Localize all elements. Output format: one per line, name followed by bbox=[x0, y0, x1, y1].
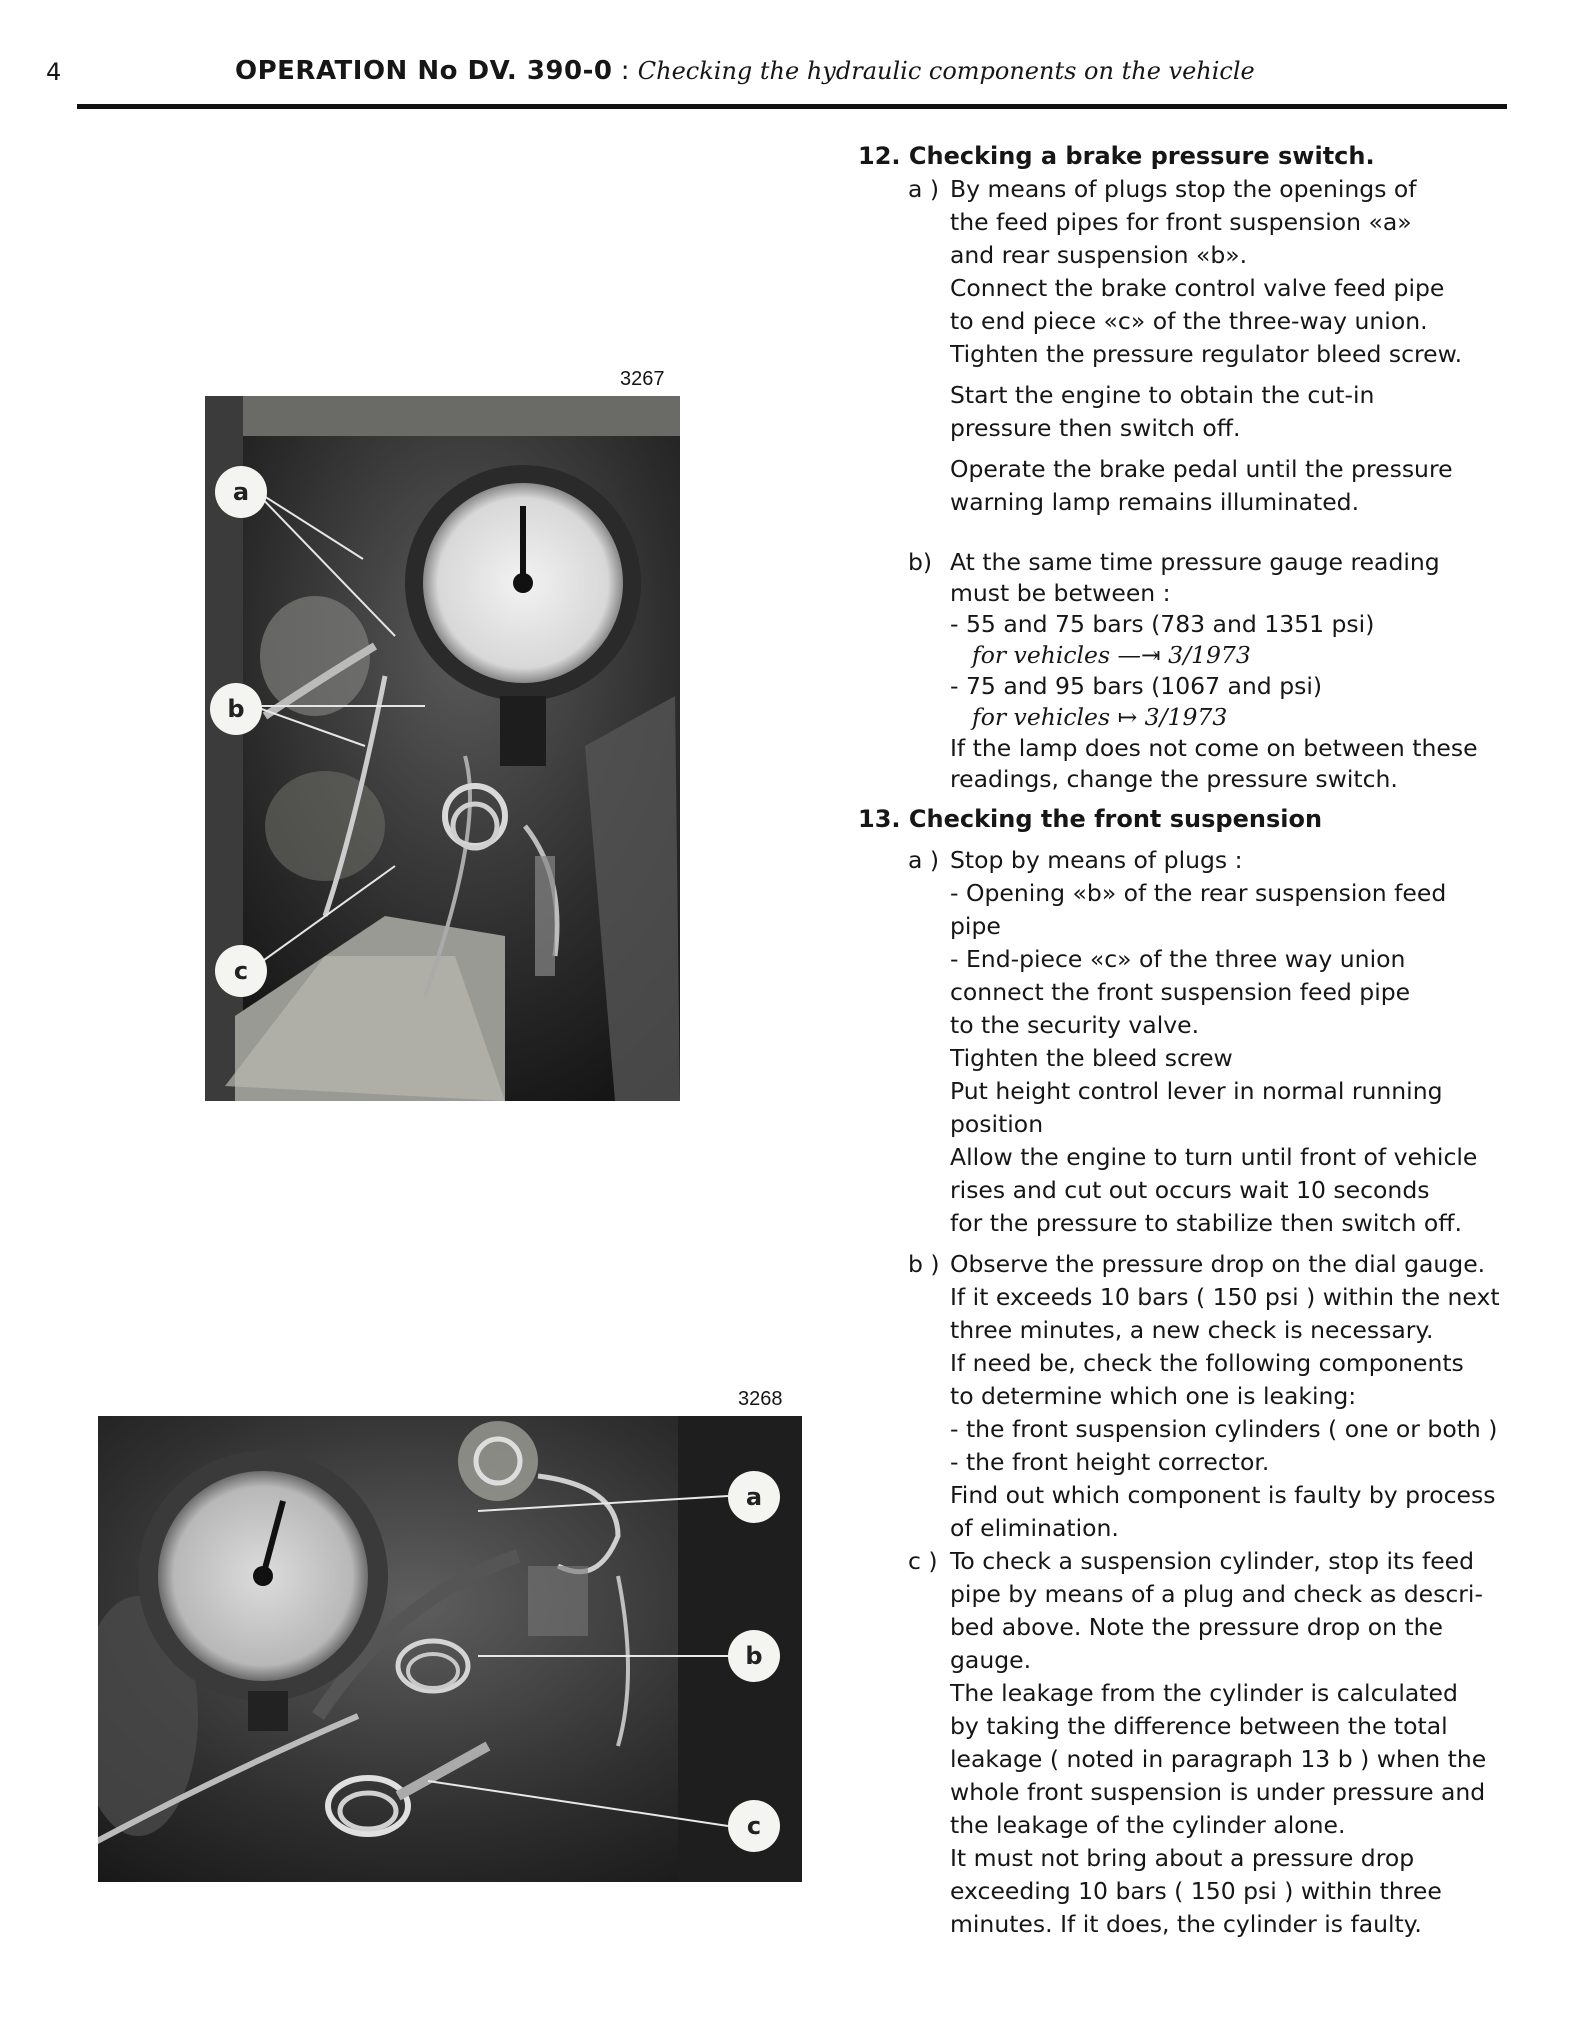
operation-number: OPERATION No DV. 390-0 bbox=[235, 56, 613, 86]
instructions-column bbox=[858, 140, 1538, 1941]
text-line: To check a suspension cylinder, stop its feed bbox=[950, 1547, 1475, 1575]
section-13-title: 13. Checking the front suspension bbox=[858, 805, 1323, 833]
text-line: the feed pipes for front suspension «a» bbox=[950, 208, 1412, 236]
text-line: three minutes, a new check is necessary. bbox=[950, 1316, 1434, 1344]
callout-a: a bbox=[215, 466, 267, 518]
text-line: pressure then switch off. bbox=[950, 414, 1241, 442]
text-line: - 75 and 95 bars (1067 and psi) bbox=[950, 672, 1323, 700]
text-line: Connect the brake control valve feed pipe bbox=[950, 274, 1445, 302]
item-label: a ) bbox=[908, 175, 940, 203]
text-line: minutes. If it does, the cylinder is faulty. bbox=[950, 1910, 1422, 1938]
item-label: a ) bbox=[908, 846, 940, 874]
text-line: - 55 and 75 bars (783 and 1351 psi) bbox=[950, 610, 1375, 638]
text-line: If need be, check the following components bbox=[950, 1349, 1464, 1377]
text-line: to end piece «c» of the three-way union. bbox=[950, 307, 1428, 335]
item-label: c ) bbox=[908, 1547, 938, 1575]
text-line: of elimination. bbox=[950, 1514, 1119, 1542]
text-line: position bbox=[950, 1110, 1044, 1138]
text-line: exceeding 10 bars ( 150 psi ) within three bbox=[950, 1877, 1442, 1905]
section-13-item-b bbox=[858, 1248, 1538, 1545]
text-line: whole front suspension is under pressure and bbox=[950, 1778, 1486, 1806]
text-line: warning lamp remains illuminated. bbox=[950, 488, 1360, 516]
text-line: - Opening «b» of the rear suspension feed bbox=[950, 879, 1447, 907]
text-line: readings, change the pressure switch. bbox=[950, 765, 1398, 793]
text-line: Observe the pressure drop on the dial gauge. bbox=[950, 1250, 1486, 1278]
text-line: to the security valve. bbox=[950, 1011, 1200, 1039]
engine-photo-3268 bbox=[98, 1416, 802, 1882]
text-line: gauge. bbox=[950, 1646, 1032, 1674]
operation-subtitle: Checking the hydraulic components on the vehicle bbox=[637, 57, 1255, 85]
text-line: must be between : bbox=[950, 579, 1171, 607]
engine-photo-3267 bbox=[205, 396, 680, 1101]
header-separator: : bbox=[612, 56, 638, 86]
text-line: Tighten the bleed screw bbox=[950, 1044, 1233, 1072]
figure-number-3267: 3267 bbox=[620, 368, 665, 390]
callout-b: b bbox=[210, 683, 262, 735]
text-line: The leakage from the cylinder is calculated bbox=[950, 1679, 1458, 1707]
text-line: - End-piece «c» of the three way union bbox=[950, 945, 1406, 973]
section-12-item-b bbox=[858, 547, 1538, 795]
callout-b: b bbox=[728, 1630, 780, 1682]
section-12-item-a bbox=[858, 173, 1538, 519]
page-number: 4 bbox=[46, 58, 62, 86]
figure-number-3268: 3268 bbox=[738, 1388, 783, 1410]
text-line: pipe bbox=[950, 912, 1001, 940]
text-line: It must not bring about a pressure drop bbox=[950, 1844, 1415, 1872]
text-line: If the lamp does not come on between these bbox=[950, 734, 1478, 762]
header-rule bbox=[77, 104, 1507, 109]
text-line: bed above. Note the pressure drop on the bbox=[950, 1613, 1444, 1641]
text-line: and rear suspension «b». bbox=[950, 241, 1248, 269]
section-13-item-a bbox=[858, 844, 1538, 1240]
text-line: By means of plugs stop the openings of bbox=[950, 175, 1417, 203]
text-line: to determine which one is leaking: bbox=[950, 1382, 1357, 1410]
text-line: by taking the difference between the total bbox=[950, 1712, 1448, 1740]
text-line: rises and cut out occurs wait 10 seconds bbox=[950, 1176, 1430, 1204]
text-line: pipe by means of a plug and check as descri- bbox=[950, 1580, 1483, 1608]
text-line: - the front height corrector. bbox=[950, 1448, 1270, 1476]
text-line: - the front suspension cylinders ( one or both ) bbox=[950, 1415, 1498, 1443]
callout-a: a bbox=[728, 1471, 780, 1523]
text-line: connect the front suspension feed pipe bbox=[950, 978, 1411, 1006]
callout-c: c bbox=[728, 1800, 780, 1852]
section-12-title: 12. Checking a brake pressure switch. bbox=[858, 142, 1375, 170]
text-line: Find out which component is faulty by process bbox=[950, 1481, 1496, 1509]
text-line: Allow the engine to turn until front of vehicle bbox=[950, 1143, 1478, 1171]
text-line: for vehicles —⇥ 3/1973 bbox=[972, 641, 1251, 669]
text-line: If it exceeds 10 bars ( 150 psi ) within the next bbox=[950, 1283, 1500, 1311]
text-line: Start the engine to obtain the cut-in bbox=[950, 381, 1375, 409]
text-line: the leakage of the cylinder alone. bbox=[950, 1811, 1346, 1839]
page-header bbox=[235, 56, 1255, 86]
callout-c: c bbox=[215, 945, 267, 997]
text-line: At the same time pressure gauge reading bbox=[950, 548, 1440, 576]
section-13-item-c bbox=[858, 1545, 1538, 1941]
item-label: b ) bbox=[908, 1250, 940, 1278]
text-line: leakage ( noted in paragraph 13 b ) when the bbox=[950, 1745, 1487, 1773]
text-line: Tighten the pressure regulator bleed screw. bbox=[950, 340, 1463, 368]
item-label: b) bbox=[908, 548, 933, 576]
text-line: for the pressure to stabilize then switch off. bbox=[950, 1209, 1462, 1237]
text-line: Put height control lever in normal running bbox=[950, 1077, 1443, 1105]
text-line: Stop by means of plugs : bbox=[950, 846, 1243, 874]
text-line: for vehicles ↦ 3/1973 bbox=[972, 703, 1228, 731]
text-line: Operate the brake pedal until the pressure bbox=[950, 455, 1453, 483]
